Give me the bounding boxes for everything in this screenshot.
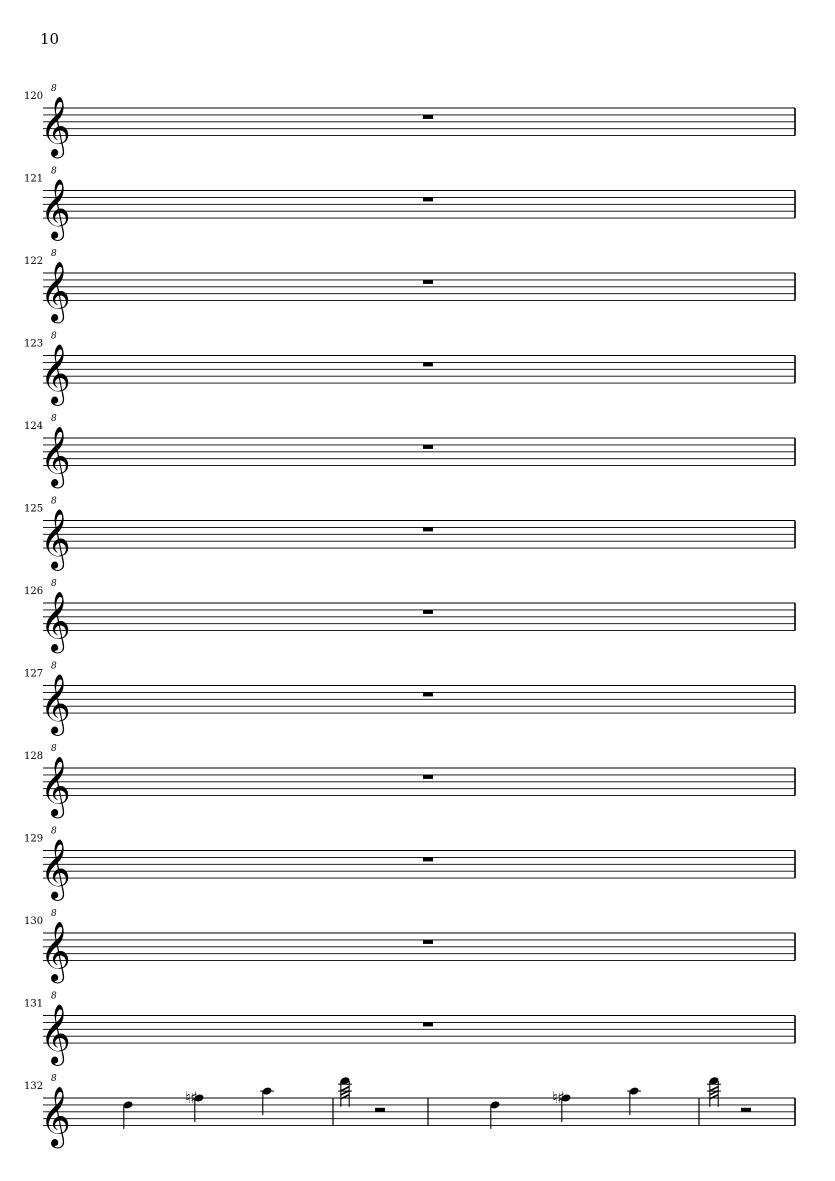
measure-number: 126	[24, 586, 44, 597]
whole-rest	[423, 115, 433, 119]
note-flag	[710, 1087, 718, 1091]
measure-number: 128	[24, 751, 44, 762]
natural-icon: ♮	[185, 1088, 191, 1107]
treble-clef-icon: 𝄞	[40, 96, 71, 157]
ottava-mark: 8	[51, 744, 57, 754]
whole-rest	[423, 610, 433, 614]
measure-number: 131	[24, 998, 44, 1010]
treble-clef-icon: 𝄞	[40, 1086, 71, 1147]
natural-icon: ♮	[552, 1088, 558, 1107]
sharp-icon: ♯	[557, 1088, 565, 1107]
ottava-mark: 8	[51, 579, 57, 589]
ottava-mark: 8	[51, 909, 57, 919]
half-rest	[375, 1108, 385, 1112]
ottava-mark: 8	[51, 661, 57, 672]
treble-clef-icon: 𝄞	[40, 344, 71, 405]
measure-number: 127	[24, 668, 44, 680]
whole-rest	[423, 362, 433, 366]
treble-clef-icon: 𝄞	[40, 839, 71, 900]
treble-clef-icon: 𝄞	[40, 261, 71, 322]
ottava-mark: 8	[51, 331, 57, 342]
sharp-icon: ♯	[190, 1088, 198, 1107]
treble-clef-icon: 𝄞	[40, 591, 71, 652]
ottava-mark: 8	[51, 496, 57, 507]
measure-number: 124	[24, 421, 44, 432]
whole-rest	[423, 940, 433, 944]
measure-number: 120	[24, 91, 44, 102]
ottava-mark: 8	[51, 991, 57, 1002]
page-number: 10	[40, 30, 60, 48]
treble-clef-icon: 𝄞	[40, 179, 71, 240]
measure-number: 122	[24, 256, 44, 267]
whole-rest	[423, 197, 433, 201]
treble-clef-icon: 𝄞	[40, 921, 71, 982]
whole-rest	[423, 280, 433, 284]
ottava-mark: 8	[51, 84, 57, 94]
measure-number: 121	[24, 173, 44, 185]
whole-rest	[423, 692, 433, 696]
measure-number: 125	[24, 503, 44, 515]
whole-rest	[423, 775, 433, 779]
whole-rest	[423, 857, 433, 861]
whole-rest	[423, 1022, 433, 1026]
measure-number: 130	[24, 916, 44, 927]
measure-number: 132	[24, 1081, 44, 1092]
half-rest	[741, 1108, 751, 1112]
treble-clef-icon: 𝄞	[40, 426, 71, 487]
treble-clef-icon: 𝄞	[40, 1004, 71, 1065]
treble-clef-icon: 𝄞	[40, 674, 71, 735]
ottava-mark: 8	[51, 249, 57, 259]
ottava-mark: 8	[51, 166, 57, 177]
ottava-mark: 8	[51, 414, 57, 424]
measure-number: 129	[24, 833, 44, 845]
note-flag	[341, 1087, 349, 1091]
ottava-mark: 8	[51, 1074, 57, 1084]
whole-rest	[423, 445, 433, 449]
measure-number: 123	[24, 338, 44, 350]
whole-rest	[423, 527, 433, 531]
treble-clef-icon: 𝄞	[40, 756, 71, 817]
treble-clef-icon: 𝄞	[40, 509, 71, 570]
ottava-mark: 8	[51, 826, 57, 837]
